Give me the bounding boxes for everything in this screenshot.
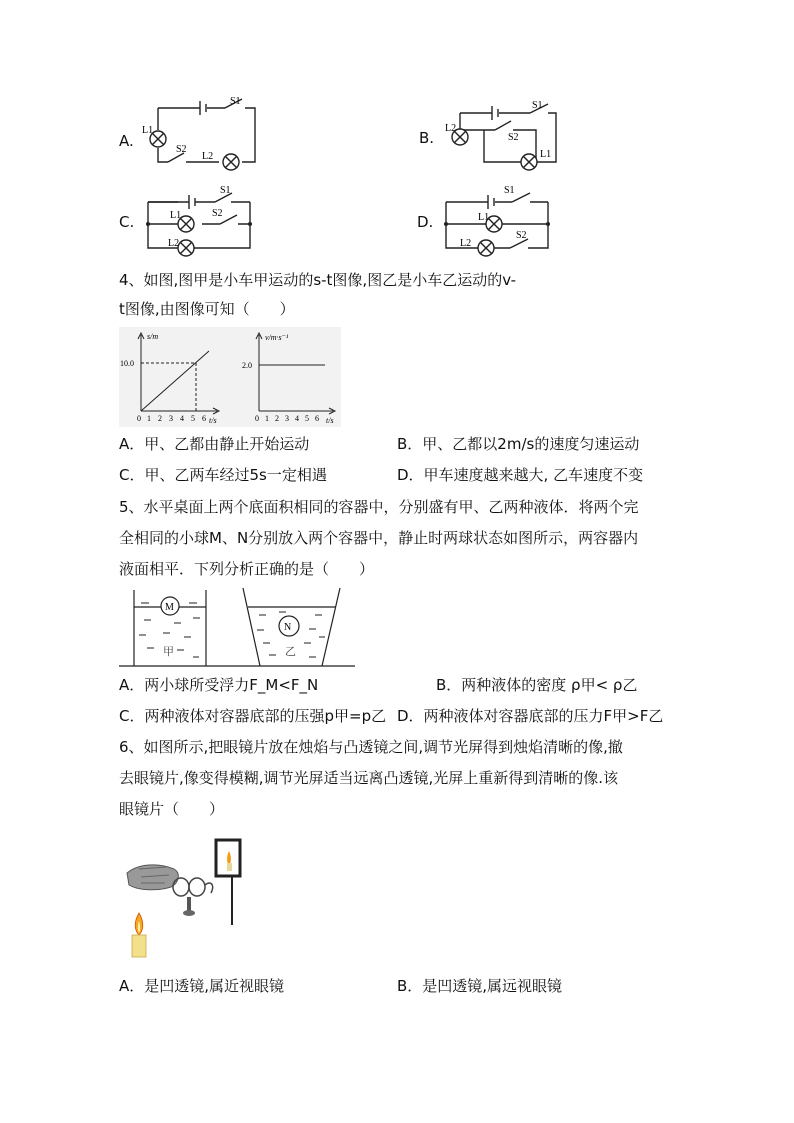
q6-lens-experiment-illustration bbox=[119, 835, 254, 960]
svg-text:1: 1 bbox=[265, 414, 269, 423]
q5-stem-line1: 5、水平桌面上两个底面积相同的容器中，分别盛有甲、乙两种液体．将两个完 bbox=[119, 498, 639, 516]
label-l2: L2 bbox=[202, 151, 214, 162]
q6-stem-line1: 6、如图所示,把眼镜片放在烛焰与凸透镜之间,调节光屏得到烛焰清晰的像,撤 bbox=[119, 738, 623, 756]
q4-option-b[interactable]: B．甲、乙都以2m/s的速度匀速运动 bbox=[397, 435, 640, 453]
graph-a-xlabel: t/s bbox=[209, 416, 217, 425]
q5-stem-line2: 全相同的小球M、N分别放入两个容器中，静止时两球状态如图所示，两容器内 bbox=[119, 529, 639, 547]
graph-b-ylabel: v/m·s⁻¹ bbox=[265, 333, 289, 342]
svg-text:6: 6 bbox=[202, 414, 206, 423]
svg-text:6: 6 bbox=[315, 414, 319, 423]
ball-m-label: M bbox=[165, 602, 174, 613]
svg-text:2: 2 bbox=[275, 414, 279, 423]
svg-text:5: 5 bbox=[191, 414, 195, 423]
circuit-diagram-c bbox=[140, 180, 270, 260]
label-l1: L1 bbox=[142, 125, 154, 136]
q4-stem-line2: t图像,由图像可知（ ） bbox=[119, 300, 295, 318]
label-s2: S2 bbox=[508, 132, 519, 143]
svg-text:2: 2 bbox=[158, 414, 162, 423]
label-l1: L1 bbox=[170, 210, 182, 221]
circuit-diagram-b bbox=[440, 95, 570, 175]
label-l2: L2 bbox=[445, 123, 457, 134]
graph-a-yvalue: 10.0 bbox=[120, 359, 134, 368]
circuit-diagram-a bbox=[140, 95, 270, 175]
svg-text:4: 4 bbox=[180, 414, 184, 423]
label-s1: S1 bbox=[220, 185, 231, 196]
option-c-label: C. bbox=[119, 213, 135, 231]
graph-b-yvalue: 2.0 bbox=[242, 361, 252, 370]
graph-a-ylabel: s/m bbox=[147, 332, 159, 341]
label-s2: S2 bbox=[176, 144, 187, 155]
candle-icon bbox=[132, 935, 146, 957]
label-s1: S1 bbox=[532, 100, 543, 111]
svg-text:1: 1 bbox=[147, 414, 151, 423]
label-s2: S2 bbox=[516, 230, 527, 241]
q6-option-a[interactable]: A．是凹透镜,属近视眼镜 bbox=[119, 977, 285, 995]
circuit-diagram-d bbox=[440, 180, 570, 260]
q6-stem-line2: 去眼镜片,像变得模糊,调节光屏适当远离凸透镜,光屏上重新得到清晰的像.该 bbox=[119, 769, 619, 787]
q5-stem-line3: 液面相平．下列分析正确的是（ ） bbox=[119, 560, 375, 578]
liquid-a-label: 甲 bbox=[163, 646, 174, 658]
q6-stem-line3: 眼镜片（ ） bbox=[119, 800, 225, 818]
q4-graphs bbox=[119, 327, 341, 427]
label-s1: S1 bbox=[230, 96, 241, 107]
q4-option-d[interactable]: D．甲车速度越来越大, 乙车速度不变 bbox=[397, 466, 644, 484]
q6-option-b[interactable]: B．是凹透镜,属远视眼镜 bbox=[397, 977, 563, 995]
q5-containers bbox=[119, 585, 359, 670]
label-s2: S2 bbox=[212, 208, 223, 219]
option-a-label: A. bbox=[119, 132, 134, 150]
svg-text:3: 3 bbox=[285, 414, 289, 423]
label-l2: L2 bbox=[168, 238, 180, 249]
liquid-b-label: 乙 bbox=[285, 646, 296, 658]
option-d-label: D. bbox=[417, 213, 434, 231]
svg-text:5: 5 bbox=[305, 414, 309, 423]
ball-n-label: N bbox=[284, 622, 292, 633]
hand-icon bbox=[127, 865, 178, 890]
q5-option-b[interactable]: B．两种液体的密度 ρ甲< ρ乙 bbox=[436, 676, 638, 694]
svg-text:4: 4 bbox=[295, 414, 299, 423]
label-l1: L1 bbox=[478, 212, 490, 223]
q4-stem-line1: 4、如图,图甲是小车甲运动的s-t图像,图乙是小车乙运动的v- bbox=[119, 271, 517, 289]
label-l1: L1 bbox=[540, 149, 552, 160]
label-s1: S1 bbox=[504, 185, 515, 196]
q5-option-c[interactable]: C．两种液体对容器底部的压强p甲=p乙 bbox=[119, 707, 387, 725]
option-b-label: B. bbox=[419, 129, 435, 147]
q4-option-a[interactable]: A．甲、乙都由静止开始运动 bbox=[119, 435, 310, 453]
svg-text:0: 0 bbox=[137, 414, 141, 423]
q5-option-d[interactable]: D．两种液体对容器底部的压力F甲>F乙 bbox=[397, 707, 664, 725]
q5-option-a[interactable]: A．两小球所受浮力F_M<F_N bbox=[119, 676, 319, 694]
q4-option-c[interactable]: C．甲、乙两车经过5s一定相遇 bbox=[119, 466, 327, 484]
svg-text:3: 3 bbox=[169, 414, 173, 423]
graph-b-xlabel: t/s bbox=[326, 416, 334, 425]
label-l2: L2 bbox=[460, 238, 472, 249]
svg-text:0: 0 bbox=[255, 414, 259, 423]
eyeglasses-icon bbox=[173, 878, 213, 896]
